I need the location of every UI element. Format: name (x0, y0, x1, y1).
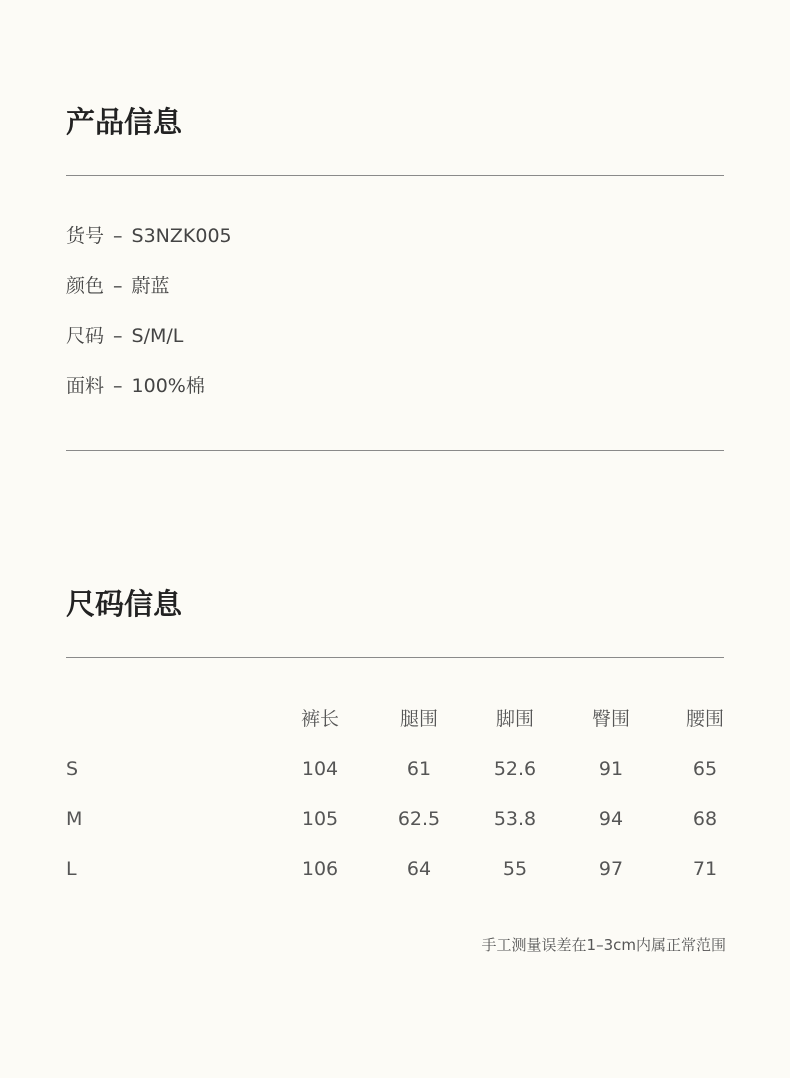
info-row-item-number (66, 227, 232, 246)
table-cell: 61 (406, 758, 432, 780)
info-value: 100%棉 (131, 375, 205, 397)
info-row-color (66, 277, 170, 296)
table-cell: 94 (598, 808, 624, 830)
row-label-m: M (66, 808, 83, 830)
column-header-length: 裤长 (300, 708, 340, 730)
info-separator: – (113, 375, 123, 397)
table-cell: 64 (406, 858, 432, 880)
product-info-title: 产品信息 (66, 105, 183, 139)
product-info-top-divider (66, 175, 724, 176)
product-info-bottom-divider (66, 450, 724, 451)
column-header-waist: 腰围 (685, 708, 725, 730)
info-separator: – (113, 225, 123, 247)
table-cell: 53.8 (493, 808, 537, 830)
table-cell: 65 (692, 758, 718, 780)
info-label: 尺码 (66, 325, 105, 347)
size-info-title: 尺码信息 (66, 587, 183, 621)
table-cell: 62.5 (397, 808, 441, 830)
measurement-note: 手工测量误差在1–3cm内属正常范围 (481, 936, 726, 954)
table-cell: 71 (692, 858, 718, 880)
table-cell: 104 (301, 758, 339, 780)
info-separator: – (113, 275, 123, 297)
table-cell: 97 (598, 858, 624, 880)
table-cell: 106 (301, 858, 339, 880)
info-label: 面料 (66, 375, 105, 397)
column-header-leg: 腿围 (399, 708, 439, 730)
column-header-hem: 脚围 (495, 708, 535, 730)
table-cell: 52.6 (493, 758, 537, 780)
info-value: 蔚蓝 (131, 275, 170, 297)
row-label-s: S (66, 758, 79, 780)
info-value: S/M/L (131, 325, 184, 347)
info-row-fabric (66, 377, 205, 396)
info-row-size (66, 327, 183, 346)
column-header-hip: 臀围 (591, 708, 631, 730)
info-label: 货号 (66, 225, 105, 247)
row-label-l: L (66, 858, 77, 880)
table-cell: 91 (598, 758, 624, 780)
table-cell: 105 (301, 808, 339, 830)
info-value: S3NZK005 (131, 225, 232, 247)
size-info-divider (66, 657, 724, 658)
table-cell: 68 (692, 808, 718, 830)
table-cell: 55 (502, 858, 528, 880)
info-label: 颜色 (66, 275, 105, 297)
info-separator: – (113, 325, 123, 347)
